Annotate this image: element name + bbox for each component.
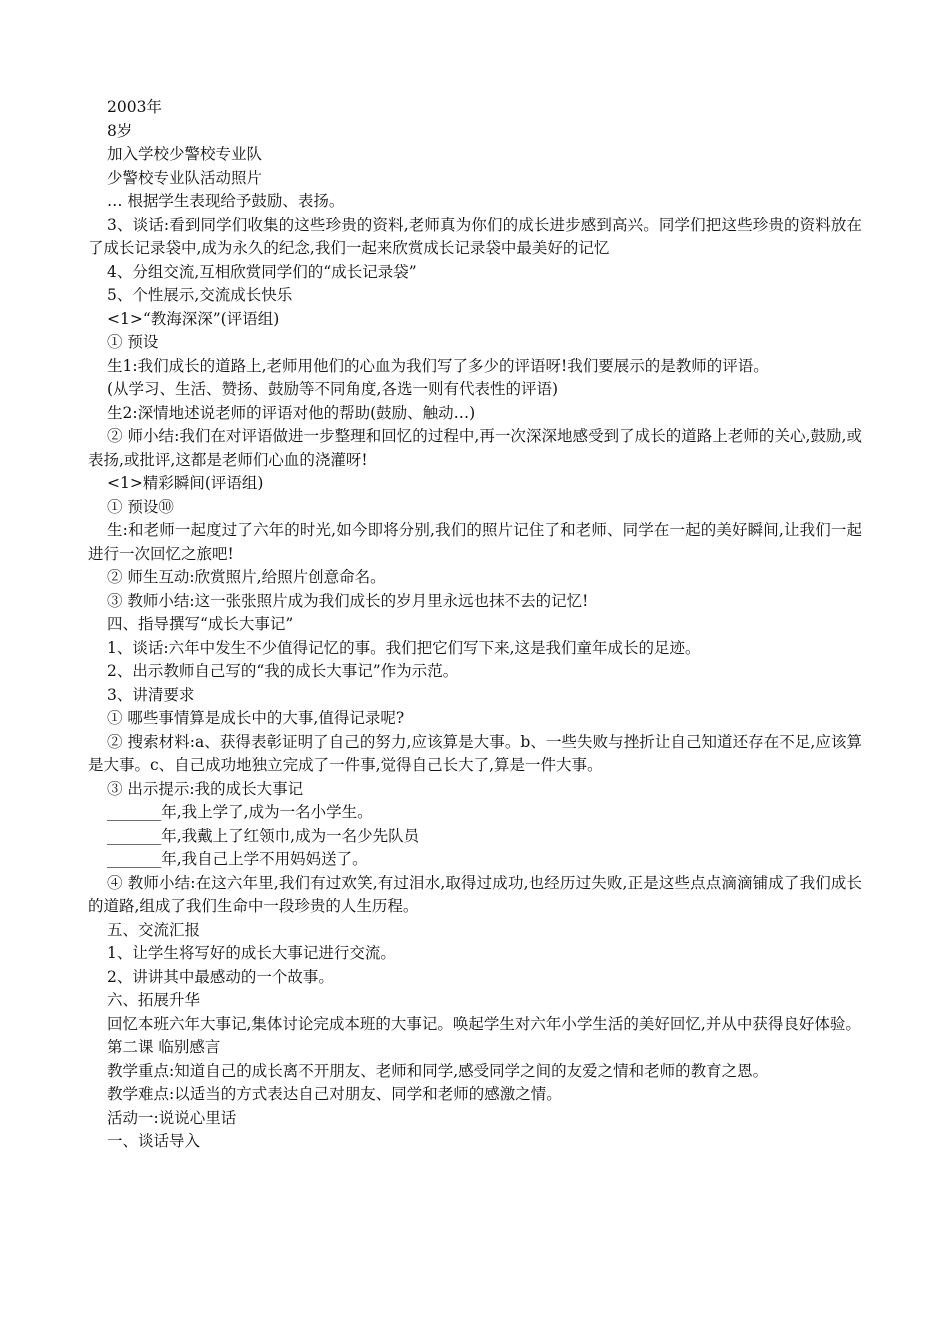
paragraph: 五、交流汇报 <box>107 920 201 939</box>
paragraph: 教学难点:以适当的方式表达自己对朋友、同学和老师的感激之情。 <box>107 1085 562 1103</box>
paragraph: ① 预设 <box>107 333 159 351</box>
paragraph: 教学重点:知道自己的成长离不开朋友、老师和同学,感受同学之间的友爱之情和老师的教育之恩。 <box>107 1061 769 1080</box>
paragraph: <1>“教海深深”(评语组) <box>107 309 280 328</box>
paragraph: ② 师小结:我们在对评语做进一步整理和回忆的过程中,再一次深深地感受到了成长的道路上老师的关心,鼓励,或表扬,或批评,这都是老师们心血的浇灌呀! <box>88 427 862 469</box>
paragraph: 第二课 临别感言 <box>107 1038 221 1056</box>
paragraph: 3、讲清要求 <box>107 685 195 704</box>
paragraph: 四、指导撰写“成长大事记” <box>107 615 294 633</box>
paragraph: _______年,我自己上学不用妈妈送了。 <box>107 850 368 868</box>
paragraph: 1、谈话:六年中发生不少值得记忆的事。我们把它们写下来,这是我们童年成长的足迹。 <box>107 638 701 657</box>
paragraph: (从学习、生活、赞扬、鼓励等不同角度,各选一则有代表性的评语) <box>107 380 559 398</box>
paragraph: 加入学校少警校专业队 <box>107 145 263 163</box>
paragraph: _______年,我戴上了红领巾,成为一名少先队员 <box>107 826 420 845</box>
paragraph: 1、让学生将写好的成长大事记进行交流。 <box>107 944 396 962</box>
paragraph: ② 搜索材料:a、获得表彰证明了自己的努力,应该算是大事。b、一些失败与挫折让自己知道还存在不足,应该算是大事。c、自己成功地独立完成了一件事,觉得自己长大了,算是一件大事。 <box>88 732 862 774</box>
document-page <box>88 96 862 1154</box>
paragraph: 活动一:说说心里话 <box>107 1108 237 1127</box>
paragraph: 回忆本班六年大事记,集体讨论完成本班的大事记。唤起学生对六年小学生活的美好回忆,并从中获得良好体验。 <box>107 1014 861 1033</box>
paragraph: 生1:我们成长的道路上,老师用他们的心血为我们写了多少的评语呀!我们要展示的是教师的评语。 <box>107 356 769 375</box>
paragraph: 一、谈话导入 <box>107 1132 201 1150</box>
paragraph: ① 预设⑩ <box>107 497 174 516</box>
paragraph: 5、个性展示,交流成长快乐 <box>107 286 293 304</box>
paragraph: <1>精彩瞬间(评语组) <box>107 474 264 492</box>
paragraph: 8岁 <box>107 121 133 140</box>
paragraph: ③ 出示提示:我的成长大事记 <box>107 779 304 798</box>
paragraph: 生2:深情地述说老师的评语对他的帮助(鼓励、触动…) <box>107 403 476 422</box>
paragraph: _______年,我上学了,成为一名小学生。 <box>107 803 373 821</box>
paragraph: 4、分组交流,互相欣赏同学们的“成长记录袋” <box>107 262 417 281</box>
paragraph: … 根据学生表现给予鼓励、表扬。 <box>107 192 345 210</box>
paragraph: 少警校专业队活动照片 <box>107 168 263 187</box>
paragraph: 2003年 <box>107 98 162 116</box>
paragraph: 3、谈话:看到同学们收集的这些珍贵的资料,老师真为你们的成长进步感到高兴。同学们把这些珍贵的资料放在了成长记录袋中,成为永久的纪念,我们一起来欣赏成长记录袋中最美好的记忆 <box>88 215 862 257</box>
paragraph: 生:和老师一起度过了六年的时光,如今即将分别,我们的照片记住了和老师、同学在一起的美好瞬间,让我们一起进行一次回忆之旅吧! <box>88 521 862 563</box>
paragraph: 六、拓展升华 <box>107 991 201 1009</box>
paragraph: 2、出示教师自己写的“我的成长大事记”作为示范。 <box>107 662 459 680</box>
paragraph: ④ 教师小结:在这六年里,我们有过欢笑,有过泪水,取得过成功,也经历过失败,正是这些点点滴滴铺成了我们成长的道路,组成了我们生命中一段珍贵的人生历程。 <box>88 873 862 915</box>
paragraph: ③ 教师小结:这一张张照片成为我们成长的岁月里永远也抹不去的记忆! <box>107 591 589 610</box>
paragraph: ② 师生互动:欣赏照片,给照片创意命名。 <box>107 568 386 586</box>
paragraph: 2、讲讲其中最感动的一个故事。 <box>107 967 334 986</box>
paragraph: ① 哪些事情算是成长中的大事,值得记录呢? <box>107 709 405 727</box>
